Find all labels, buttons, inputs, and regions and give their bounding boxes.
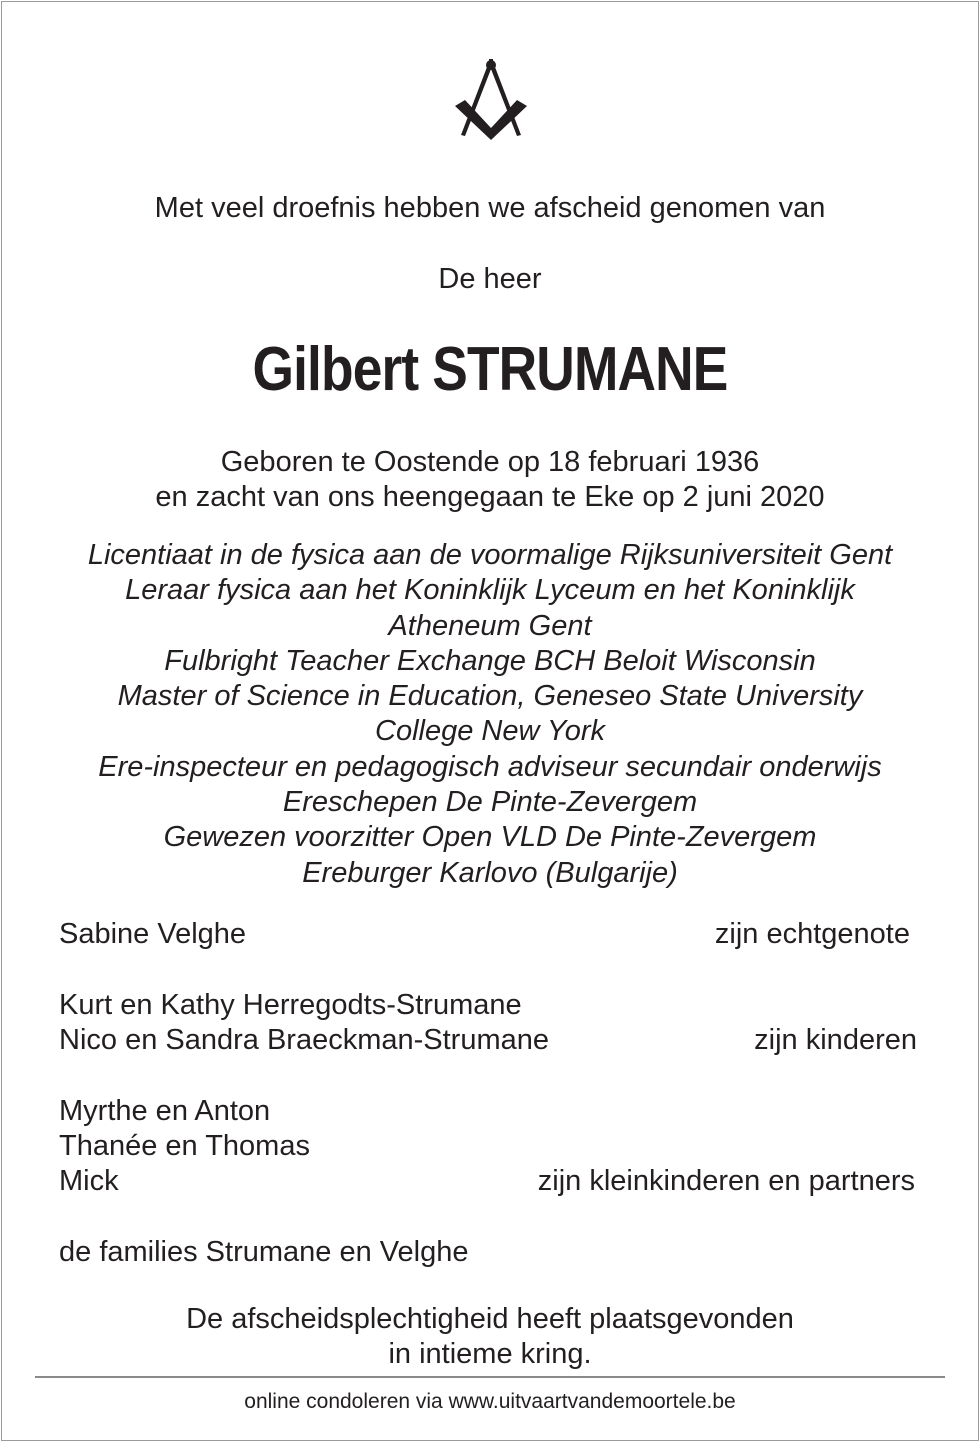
grandchildren-relation: zijn kleinkinderen en partners: [537, 1165, 915, 1197]
deceased-name: Gilbert STRUMANE: [252, 335, 728, 404]
ceremony-line: De afscheidsplechtigheid heeft plaatsgevonden: [186, 1303, 794, 1335]
title-line: College New York: [375, 715, 605, 748]
children-relation: zijn kinderen: [754, 1024, 917, 1056]
child-name: Nico en Sandra Braeckman-Strumane: [59, 1024, 550, 1056]
ceremony-line: in intieme kring.: [388, 1338, 592, 1370]
child-name: Kurt en Kathy Herregodts-Strumane: [59, 989, 522, 1021]
title-line: Leraar fysica aan het Koninklijk Lyceum en het Koninklijk: [125, 574, 855, 607]
spouse-name: Sabine Velghe: [59, 918, 247, 950]
title-line: Licentiaat in de fysica aan de voormalige Rijksuniversiteit Gent: [87, 539, 893, 571]
salutation: De heer: [438, 263, 542, 295]
title-line: Fulbright Teacher Exchange BCH Beloit Wisconsin: [164, 644, 816, 677]
families-line: de families Strumane en Velghe: [59, 1236, 469, 1268]
birth-line: Geboren te Oostende op 18 februari 1936: [220, 446, 760, 478]
grandchild-name: Thanée en Thomas: [59, 1130, 310, 1162]
masonic-square-and-compass-icon: [452, 58, 530, 144]
grandchild-name: Myrthe en Anton: [59, 1095, 271, 1127]
footer-divider: [35, 1376, 945, 1378]
title-line: Ereburger Karlovo (Bulgarije): [302, 856, 678, 889]
grandchild-name: Mick: [59, 1165, 119, 1197]
title-line: Ere-inspecteur en pedagogisch adviseur secundair onderwijs: [98, 750, 882, 783]
title-line: Gewezen voorzitter Open VLD De Pinte-Zevergem: [163, 821, 817, 854]
spouse-relation: zijn echtgenote: [714, 918, 910, 950]
intro-text: Met veel droefnis hebben we afscheid genomen van: [154, 192, 826, 224]
footer-condolence-link[interactable]: online condoleren via www.uitvaartvandemoortele.be: [244, 1390, 736, 1413]
title-line: Ereschepen De Pinte-Zevergem: [282, 786, 698, 819]
death-line: en zacht van ons heengegaan te Eke op 2 juni 2020: [155, 481, 825, 513]
title-line: Master of Science in Education, Geneseo State University: [117, 680, 863, 713]
title-line: Atheneum Gent: [388, 609, 592, 642]
titles-list: [0, 538, 980, 891]
